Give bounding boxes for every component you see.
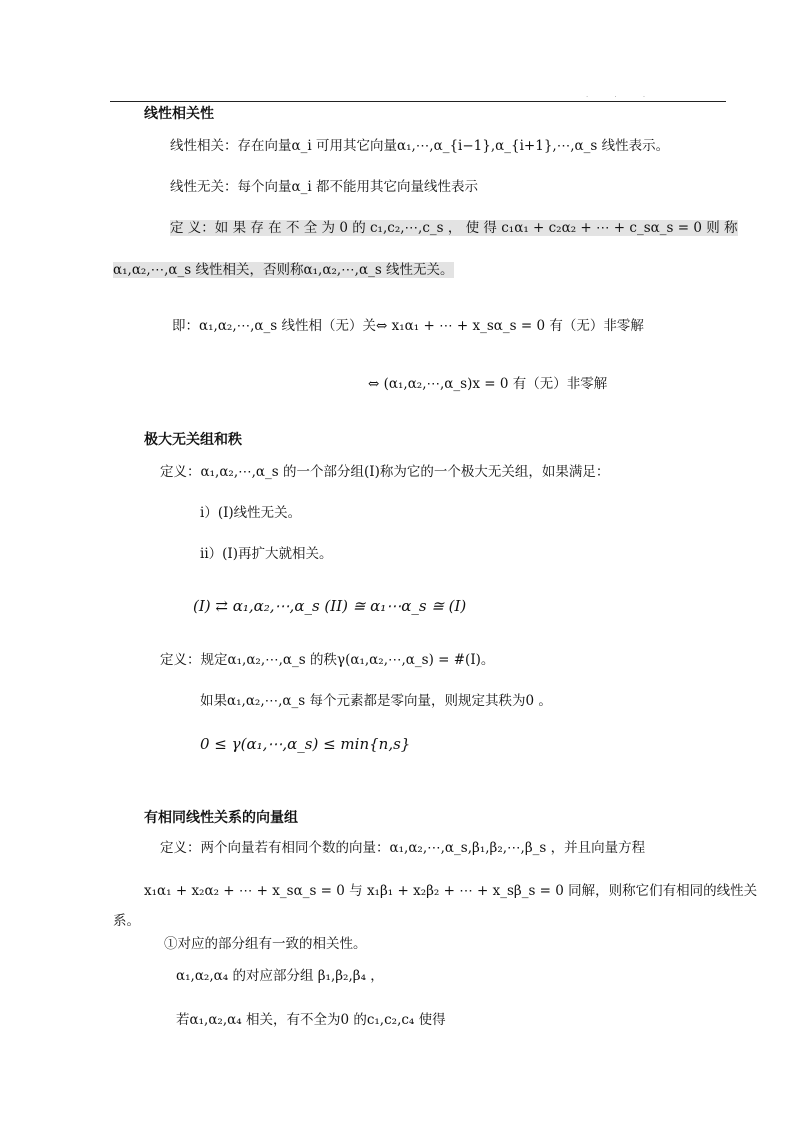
property-1-subsets: α₁,α₂,α₄ 的对应部分组 β₁,β₂,β₄ ， <box>176 968 384 984</box>
equivalence-homogeneous-system: 即：α₁,α₂,⋯,α_s 线性相（无）关⇔ x₁α₁ + ⋯ + x_sα_s = 0 有（无）非零解 <box>172 318 644 334</box>
equivalence-relation: (I) ⇄ α₁,α₂,⋯,α_s (II) ≅ α₁⋯α_s ≅ (I) <box>193 597 467 615</box>
linear-dependence-definition: 线性相关：存在向量α_i 可用其它向量α₁,⋯,α_{i−1},α_{i+1},⋯,α_s 线性表示。 <box>170 138 670 154</box>
same-solution-equations-cont: 系。 <box>113 913 140 929</box>
section-title-maximal-independent-set: 极大无关组和秩 <box>144 432 242 448</box>
maximal-set-definition: 定义：α₁,α₂,⋯,α_s 的一个部分组(I)称为它的一个极大无关组，如果满足： <box>160 464 610 480</box>
equivalence-matrix-form: ⇔ (α₁,α₂,⋯,α_s)x = 0 有（无）非零解 <box>368 376 608 392</box>
rank-definition: 定义：规定α₁,α₂,⋯,α_s 的秩γ(α₁,α₂,⋯,α_s) = #(I)。 <box>160 652 495 668</box>
header-rule <box>110 101 726 102</box>
linear-independence-definition: 线性无关：每个向量α_i 都不能用其它向量线性表示 <box>170 179 478 195</box>
property-1-dependence: 若α₁,α₂,α₄ 相关，有不全为0 的c₁,c₂,c₄ 使得 <box>176 1012 446 1028</box>
condition-i: i）(I)线性无关。 <box>200 505 302 521</box>
same-solution-equations: x₁α₁ + x₂α₂ + ⋯ + x_sα_s = 0 与 x₁β₁ + x₂β₂ + ⋯ + x_sβ_s = 0 同解，则称它们有相同的线性关 <box>144 883 758 899</box>
condition-ii: ii）(I)再扩大就相关。 <box>200 546 333 562</box>
section-title-linear-dependence: 线性相关性 <box>144 106 214 122</box>
property-1: ①对应的部分组有一致的相关性。 <box>164 936 367 952</box>
header-dots: · · · <box>586 93 658 101</box>
section-title-same-linear-relation: 有相同线性关系的向量组 <box>144 810 298 826</box>
formal-definition-line1: 定 义：如 果 存 在 不 全 为 0 的 c₁,c₂,⋯,c_s ， 使 得 c₁α₁ + c₂α₂ + ⋯ + c_sα_s = 0 则 称 <box>170 220 738 236</box>
rank-inequality: 0 ≤ γ(α₁,⋯,α_s) ≤ min{n,s} <box>200 735 411 753</box>
same-relation-definition: 定义：两个向量若有相同个数的向量：α₁,α₂,⋯,α_s,β₁,β₂,⋯,β_s ，并且向量方程 <box>160 840 646 856</box>
zero-vector-rank: 如果α₁,α₂,⋯,α_s 每个元素都是零向量，则规定其秩为0 。 <box>200 693 552 709</box>
formal-definition-line2: α₁,α₂,⋯,α_s 线性相关，否则称α₁,α₂,⋯,α_s 线性无关。 <box>113 262 454 278</box>
